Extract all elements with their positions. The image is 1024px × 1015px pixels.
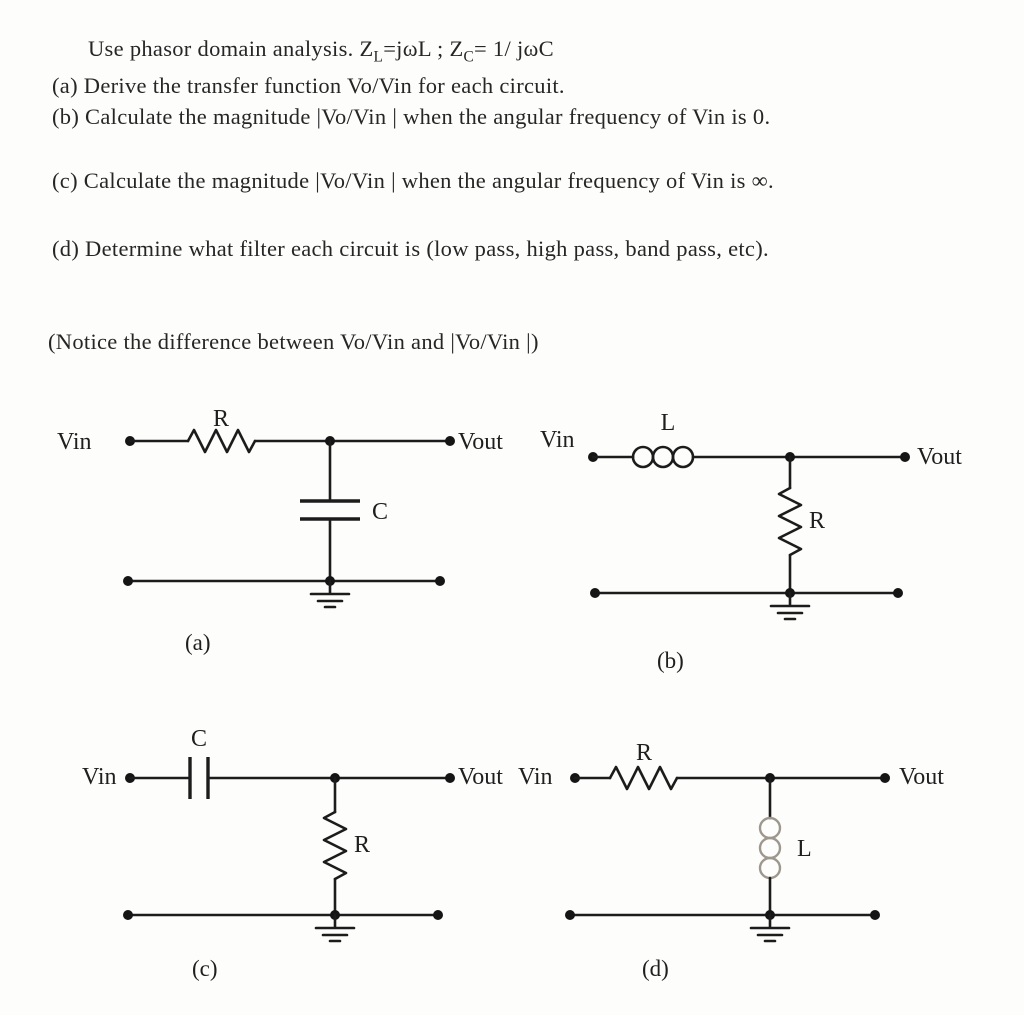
circuit-a-vin-label: Vin [57, 429, 92, 455]
circuit-c-output-terminal-dot [445, 773, 455, 783]
inductor-loop [760, 838, 780, 858]
circuit-b-vout-label: Vout [917, 444, 962, 470]
circuit-d-output-terminal-dot [880, 773, 890, 783]
circuit-a-series-label: R [212, 406, 230, 432]
circuit-a-resistor-symbol [188, 430, 255, 452]
circuit-b-inductor-symbol [633, 447, 693, 467]
circuit-a-diagram [45, 398, 515, 670]
terminal-dot [870, 910, 880, 920]
impedance-sub-c: C [463, 48, 475, 66]
inductor-loop [633, 447, 653, 467]
inductor-loop [673, 447, 693, 467]
circuit-a-capacitor-symbol [300, 501, 360, 519]
circuit-c-capacitor-symbol [190, 757, 208, 799]
circuit-b-caption: (b) [657, 648, 684, 673]
intro-part-3: = 1/ jωC [474, 36, 554, 61]
terminal-dot [435, 576, 445, 586]
circuit-d-shunt-label: L [797, 836, 812, 862]
terminal-dot [123, 576, 133, 586]
problem-item-a: (a) Derive the transfer function Vo/Vin for each circuit. [52, 73, 565, 98]
problem-item-b: (b) Calculate the magnitude |Vo/Vin | when the angular frequency of Vin is 0. [52, 104, 771, 129]
circuit-b-output-terminal-dot [900, 452, 910, 462]
notice-line: (Notice the difference between Vo/Vin and |Vo/Vin |) [48, 329, 539, 354]
circuit-a-output-terminal-dot [445, 436, 455, 446]
circuit-d-caption: (d) [642, 956, 669, 981]
circuit-d-series-label: R [635, 740, 653, 766]
ground-icon [751, 915, 789, 941]
circuit-d-inductor-symbol [760, 818, 780, 878]
circuit-c-series-label: C [190, 726, 208, 752]
inductor-loop [760, 818, 780, 838]
terminal-dot [565, 910, 575, 920]
intro-part-1: Use phasor domain analysis. Z [88, 36, 374, 61]
circuit-d-resistor-symbol [610, 767, 677, 789]
circuit-c-resistor-symbol [324, 812, 346, 879]
ground-icon [311, 581, 349, 607]
circuit-c-diagram [70, 720, 530, 992]
intro-part-2: =jωL ; Z [383, 36, 464, 61]
circuit-c-shunt-label: R [354, 832, 371, 858]
circuit-b-resistor-symbol [779, 488, 801, 555]
inductor-loop [760, 858, 780, 878]
circuit-b-series-label: L [660, 410, 676, 436]
ground-icon [771, 593, 809, 619]
problem-item-c: (c) Calculate the magnitude |Vo/Vin | when the angular frequency of Vin is ∞. [52, 168, 774, 193]
circuit-b-diagram [530, 400, 1015, 682]
terminal-dot [123, 910, 133, 920]
circuit-a-caption: (a) [185, 630, 211, 655]
circuit-a-shunt-label: C [372, 499, 389, 525]
terminal-dot [590, 588, 600, 598]
terminal-dot [893, 588, 903, 598]
circuit-c-vin-label: Vin [82, 764, 117, 790]
circuit-d-vout-label: Vout [899, 764, 944, 790]
circuit-a-vout-label: Vout [458, 429, 503, 455]
impedance-sub-l: L [373, 48, 384, 66]
circuit-d-vin-label: Vin [518, 764, 553, 790]
circuit-b-shunt-label: R [809, 508, 826, 534]
ground-icon [316, 915, 354, 941]
circuit-d-diagram [510, 720, 1000, 992]
problem-item-d: (d) Determine what filter each circuit is (low pass, high pass, band pass, etc). [52, 236, 769, 261]
circuit-c-caption: (c) [192, 956, 218, 981]
circuit-c-vout-label: Vout [458, 764, 503, 790]
terminal-dot [433, 910, 443, 920]
inductor-loop [653, 447, 673, 467]
intro-line [88, 36, 554, 67]
circuit-b-vin-label: Vin [540, 427, 575, 453]
